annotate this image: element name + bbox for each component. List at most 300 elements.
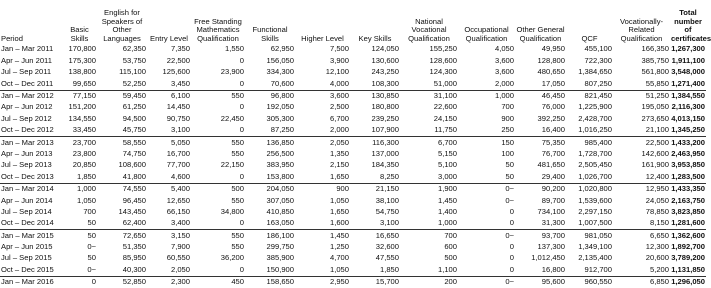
table-cell: 734,100: [537, 206, 565, 216]
column-header-vrq: Vocationally-Related Qualification: [619, 16, 664, 43]
table-cell: 94,500: [122, 113, 146, 123]
table-cell: 60,550: [166, 253, 190, 263]
table-cell: 50: [505, 160, 514, 170]
table-cell: 78,850: [645, 206, 669, 216]
table-cell: 0~: [87, 264, 96, 274]
total-cell: 3,789,200: [671, 253, 705, 263]
table-cell: 107,900: [371, 125, 399, 135]
table-cell: 50: [87, 218, 96, 228]
table-cell: 0~: [458, 276, 515, 288]
table-cell: 0: [239, 218, 244, 228]
table-cell: 20,600: [645, 253, 669, 263]
table-cell: 52,250: [122, 78, 146, 88]
table-cell: 2,950: [295, 276, 350, 288]
table-cell: 2,000: [494, 78, 514, 88]
table-cell: 0: [239, 125, 244, 135]
table-cell: 22,450: [220, 113, 244, 123]
table-cell: 0~: [458, 230, 515, 242]
column-header-basic-skills: Basic Skills: [70, 25, 89, 43]
table-cell: 59,450: [97, 90, 147, 102]
column-header-entry-level: Entry Level: [150, 33, 188, 43]
table-row: [0, 67, 706, 78]
table-cell: 392,250: [537, 113, 565, 123]
period-cell: Jul – Sep 2013: [1, 160, 52, 170]
table-cell: 2,150: [329, 160, 349, 170]
table-cell: 1,050: [76, 195, 96, 205]
table-cell: 1,020,800: [566, 183, 613, 195]
total-cell: 1,433,200: [671, 137, 705, 147]
column-header-key-skills: Key Skills: [358, 33, 392, 43]
table-cell: 66,150: [166, 206, 190, 216]
period-cell: Jan – Mar 2016: [0, 276, 62, 288]
total-cell: 1,281,600: [671, 218, 705, 228]
period-cell: Jul – Sep 2012: [1, 113, 52, 123]
table-cell: 11,750: [434, 125, 457, 135]
table-cell: 5,050: [147, 137, 191, 149]
table-cell: 0: [509, 253, 514, 263]
table-cell: 50: [505, 171, 514, 181]
table-body: [0, 44, 706, 288]
table-cell: 1,650: [329, 206, 349, 216]
table-cell: 1,000: [437, 218, 457, 228]
table-cell: 16,650: [350, 230, 400, 242]
table-cell: 21,100: [645, 125, 669, 135]
table-cell: 31,100: [400, 90, 458, 102]
table-cell: 22,600: [433, 102, 457, 112]
table-cell: 3,600: [295, 90, 350, 102]
table-cell: 1,050: [329, 195, 349, 205]
table-cell: 150: [458, 137, 515, 149]
table-cell: 2,428,700: [578, 113, 612, 123]
table-cell: 0: [62, 276, 97, 288]
table-cell: 50: [62, 230, 97, 242]
table-cell: 3,150: [147, 230, 191, 242]
table-row: [0, 218, 706, 230]
table-cell: 36,200: [220, 253, 244, 263]
table-cell: 77,150: [62, 90, 97, 102]
table-cell: 70,600: [270, 78, 294, 88]
total-cell: 1,911,100: [671, 55, 705, 65]
table-cell: 985,400: [566, 137, 613, 149]
table-cell: 700: [501, 102, 514, 112]
table-cell: 1,350: [329, 148, 349, 158]
period-cell: Jan – Mar 2014: [0, 183, 62, 195]
table-cell: 8,150: [649, 218, 669, 228]
table-cell: 450: [191, 276, 245, 288]
table-cell: 108,600: [118, 160, 146, 170]
table-cell: 3,900: [329, 55, 349, 65]
period-cell: Jan – Mar 2012: [0, 90, 62, 102]
table-row: [0, 183, 706, 195]
table-cell: 151,200: [68, 102, 96, 112]
table-cell: 807,250: [584, 78, 612, 88]
table-cell: 385,900: [266, 253, 294, 263]
table-cell: 1,550: [224, 44, 244, 54]
table-cell: 6,850: [613, 276, 670, 288]
table-cell: 24,050: [645, 195, 669, 205]
table-cell: 16,400: [541, 125, 565, 135]
table-cell: 90,200: [515, 183, 566, 195]
table-cell: 2,505,450: [578, 160, 612, 170]
table-cell: 1,349,100: [578, 242, 612, 252]
table-row: [0, 195, 706, 206]
table-cell: 7,500: [329, 44, 349, 54]
table-cell: 96,450: [122, 195, 146, 205]
period-cell: Oct – Dec 2013: [1, 171, 54, 181]
table-cell: 108,300: [371, 78, 399, 88]
table-cell: 163,050: [266, 218, 294, 228]
table-cell: 45,750: [122, 125, 146, 135]
column-header-nvq: National Vocational Qualification: [408, 16, 450, 43]
table-cell: 34,800: [220, 206, 244, 216]
table-cell: 0: [509, 218, 514, 228]
table-cell: 550: [231, 195, 244, 205]
table-cell: 161,900: [641, 160, 669, 170]
table-cell: 12,950: [613, 183, 670, 195]
table-cell: 0: [239, 264, 244, 274]
table-cell: 550: [231, 148, 244, 158]
period-cell: Apr – Jun 2011: [1, 55, 52, 65]
table-row: [0, 230, 706, 242]
table-cell: 41,800: [122, 171, 146, 181]
table-cell: 87,250: [270, 125, 294, 135]
table-cell: 22,500: [613, 137, 670, 149]
table-cell: 16,800: [541, 264, 565, 274]
table-cell: 138,800: [68, 67, 96, 77]
table-cell: 38,100: [375, 195, 399, 205]
table-cell: 1,650: [329, 171, 349, 181]
table-cell: 49,950: [541, 44, 565, 54]
period-cell: Apr – Jun 2015: [1, 242, 53, 252]
table-row: [0, 55, 706, 66]
table-cell: 22,150: [220, 160, 244, 170]
table-cell: 50: [87, 253, 96, 263]
table-cell: 23,800: [72, 148, 96, 158]
table-cell: 2,297,150: [578, 206, 612, 216]
table-cell: 55,850: [645, 78, 669, 88]
table-cell: 74,550: [97, 183, 147, 195]
table-cell: 700: [83, 206, 96, 216]
column-header-total: Total number of certificates: [671, 8, 711, 43]
table-cell: 186,100: [245, 230, 295, 242]
table-cell: 2,000: [329, 125, 349, 135]
table-cell: 72,650: [97, 230, 147, 242]
table-cell: 1,539,600: [578, 195, 612, 205]
table-cell: 455,100: [584, 44, 612, 54]
table-cell: 17,050: [541, 78, 565, 88]
table-cell: 175,300: [68, 55, 96, 65]
period-cell: Jul – Sep 2015: [1, 253, 52, 263]
table-cell: 90,750: [166, 113, 190, 123]
table-cell: 256,500: [266, 148, 294, 158]
table-cell: 115,100: [119, 67, 146, 77]
table-cell: 0: [509, 242, 514, 252]
table-cell: 334,300: [266, 67, 294, 77]
table-cell: 385,750: [641, 55, 669, 65]
table-cell: 62,350: [122, 44, 146, 54]
table-cell: 31,300: [541, 218, 565, 228]
column-header-fsmq: Free Standing Mathematics Qualification: [194, 16, 242, 43]
table-cell: 20,850: [72, 160, 96, 170]
table-cell: 2,500: [329, 102, 349, 112]
table-row: [0, 125, 706, 137]
table-row: [0, 44, 706, 55]
table-cell: 981,050: [566, 230, 613, 242]
table-cell: 1,384,650: [578, 67, 612, 77]
table-cell: 1,450: [295, 230, 350, 242]
table-cell: 0~: [458, 183, 515, 195]
table-row: [0, 242, 706, 253]
column-header-other-general: Other General Qualification: [516, 25, 565, 43]
table-cell: 0: [239, 102, 244, 112]
table-cell: 1,225,900: [578, 102, 612, 112]
column-header-higher-level: Higher Level: [301, 33, 344, 43]
table-cell: 130,600: [371, 55, 399, 65]
table-cell: 500: [191, 183, 245, 195]
total-cell: 1,362,600: [671, 230, 705, 240]
table-cell: 0: [239, 171, 244, 181]
table-cell: 12,300: [645, 242, 669, 252]
column-header-qcf: QCF: [581, 33, 598, 43]
table-cell: 480,650: [537, 67, 565, 77]
table-cell: 40,300: [122, 264, 146, 274]
table-cell: 1,000: [458, 90, 515, 102]
table-cell: 143,450: [118, 206, 146, 216]
table-cell: 170,800: [68, 44, 96, 54]
table-cell: 5,200: [649, 264, 669, 274]
table-cell: 481,650: [537, 160, 565, 170]
table-cell: 128,800: [537, 55, 565, 65]
table-cell: 134,550: [68, 113, 96, 123]
table-cell: 1,850: [76, 171, 96, 181]
table-cell: 1,050: [329, 264, 349, 274]
table-cell: 273,650: [641, 113, 669, 123]
period-cell: Apr – Jun 2014: [1, 195, 53, 205]
total-cell: 1,283,500: [671, 171, 705, 181]
table-cell: 51,250: [613, 90, 670, 102]
table-cell: 155,250: [429, 44, 457, 54]
column-header-functional-skills: Functional Skills: [252, 25, 288, 43]
table-cell: 0: [509, 206, 514, 216]
table-cell: 204,050: [245, 183, 295, 195]
total-cell: 3,823,850: [671, 206, 705, 216]
table-cell: 821,450: [566, 90, 613, 102]
table-cell: 51,350: [122, 242, 146, 252]
table-cell: 2,050: [170, 264, 190, 274]
total-cell: 2,163,750: [671, 195, 705, 205]
table-cell: 12,400: [645, 171, 669, 181]
table-cell: 1,400: [437, 206, 457, 216]
table-cell: 53,750: [122, 55, 146, 65]
total-cell: 1,267,300: [671, 44, 705, 54]
total-cell: 2,116,300: [671, 102, 705, 112]
table-cell: 29,400: [541, 171, 565, 181]
table-cell: 1,900: [400, 183, 458, 195]
header-row: [0, 0, 706, 44]
table-cell: 250: [501, 125, 514, 135]
table-row: [0, 160, 706, 171]
table-cell: 383,950: [266, 160, 294, 170]
table-cell: 0: [239, 55, 244, 65]
table-cell: 158,650: [245, 276, 295, 288]
table-cell: 7,900: [170, 242, 190, 252]
table-cell: 700: [400, 230, 458, 242]
table-cell: 89,700: [541, 195, 565, 205]
table-cell: 192,050: [266, 102, 294, 112]
table-cell: 12,650: [166, 195, 190, 205]
table-row: [0, 264, 706, 276]
table-cell: 2,300: [147, 276, 191, 288]
table-cell: 3,600: [494, 67, 514, 77]
table-cell: 21,150: [350, 183, 400, 195]
table-cell: 74,750: [122, 148, 146, 158]
total-cell: 1,345,250: [671, 125, 705, 135]
table-row: [0, 149, 706, 160]
table-cell: 96,800: [245, 90, 295, 102]
table-cell: 6,650: [613, 230, 670, 242]
table-cell: 307,050: [266, 195, 294, 205]
table-cell: 4,000: [329, 78, 349, 88]
table-cell: 243,250: [371, 67, 399, 77]
table-cell: 4,050: [494, 44, 514, 54]
table-cell: 900: [501, 113, 514, 123]
table-cell: 75,350: [515, 137, 566, 149]
table-row: [0, 171, 706, 183]
table-cell: 24,150: [433, 113, 457, 123]
table-cell: 3,400: [170, 218, 190, 228]
table-cell: 16,700: [166, 148, 190, 158]
table-cell: 58,550: [97, 137, 147, 149]
table-cell: 6,700: [400, 137, 458, 149]
table-cell: 2,050: [295, 137, 350, 149]
table-cell: 3,100: [379, 218, 399, 228]
table-cell: 0: [239, 78, 244, 88]
period-cell: Apr – Jun 2012: [1, 102, 53, 112]
table-cell: 6,700: [329, 113, 349, 123]
table-cell: 47,550: [375, 253, 399, 263]
table-cell: 2,135,400: [578, 253, 612, 263]
table-cell: 239,250: [371, 113, 399, 123]
total-cell: 3,953,850: [671, 160, 705, 170]
table-cell: 1,000: [62, 183, 97, 195]
table-cell: 46,450: [515, 90, 566, 102]
table-cell: 76,700: [541, 148, 565, 158]
table-cell: 100: [501, 148, 514, 158]
total-cell: 1,296,050: [671, 277, 705, 287]
table-cell: 124,300: [429, 67, 457, 77]
table-cell: 3,600: [494, 55, 514, 65]
table-cell: 5,100: [437, 160, 457, 170]
table-cell: 305,300: [266, 113, 294, 123]
column-header-esol: English for Speakers of Other Languages: [101, 8, 143, 43]
total-cell: 1,892,700: [671, 242, 705, 252]
table-cell: 14,450: [166, 102, 190, 112]
period-cell: Jul – Sep 2011: [1, 67, 52, 77]
table-cell: 200: [400, 276, 458, 288]
table-cell: 61,250: [122, 102, 146, 112]
table-row: [0, 137, 706, 149]
table-cell: 54,750: [375, 206, 399, 216]
table-cell: 1,100: [437, 264, 457, 274]
table-cell: 180,800: [371, 102, 399, 112]
table-cell: 136,850: [245, 137, 295, 149]
table-cell: 1,850: [379, 264, 399, 274]
table-cell: 912,700: [584, 264, 612, 274]
table-cell: 52,850: [97, 276, 147, 288]
table-cell: 299,750: [266, 242, 294, 252]
table-cell: 1,250: [329, 242, 349, 252]
table-cell: 32,600: [375, 242, 399, 252]
table-cell: 8,250: [379, 171, 399, 181]
period-cell: Oct – Dec 2012: [1, 125, 54, 135]
table-cell: 124,050: [371, 44, 399, 54]
table-cell: 0~: [87, 242, 96, 252]
total-cell: 1,271,400: [671, 78, 705, 88]
table-cell: 12,100: [325, 67, 349, 77]
table-cell: 23,900: [220, 67, 244, 77]
table-cell: 1,600: [329, 218, 349, 228]
period-cell: Oct – Dec 2014: [1, 218, 54, 228]
table-cell: 33,450: [72, 125, 96, 135]
table-cell: 22,500: [166, 55, 190, 65]
table-cell: 550: [231, 242, 244, 252]
table-cell: 1,016,250: [578, 125, 612, 135]
table-cell: 62,950: [270, 44, 294, 54]
table-cell: 1,450: [437, 195, 457, 205]
table-cell: 1,728,700: [578, 148, 612, 158]
table-cell: 7,350: [170, 44, 190, 54]
table-cell: 150,900: [266, 264, 294, 274]
total-cell: 2,463,950: [671, 148, 705, 158]
table-cell: 62,400: [122, 218, 146, 228]
period-cell: Jul – Sep 2014: [1, 206, 52, 216]
table-cell: 153,800: [266, 171, 294, 181]
table-cell: 550: [191, 137, 245, 149]
table-cell: 77,700: [166, 160, 190, 170]
period-cell: Apr – Jun 2013: [1, 148, 53, 158]
table-cell: 156,050: [266, 55, 294, 65]
table-cell: 410,850: [266, 206, 294, 216]
table-cell: 137,300: [537, 242, 565, 252]
column-header-occupational: Occupational Qualification: [464, 25, 509, 43]
table-cell: 142,600: [641, 148, 669, 158]
table-cell: 550: [191, 230, 245, 242]
period-cell: Oct – Dec 2015: [1, 264, 54, 274]
table-cell: 3,000: [437, 171, 457, 181]
table-row: [0, 206, 706, 217]
table-cell: 600: [444, 242, 457, 252]
table-cell: 550: [191, 90, 245, 102]
table-cell: 1,012,450: [531, 253, 565, 263]
table-cell: 3,100: [170, 125, 190, 135]
table-cell: 125,600: [162, 67, 190, 77]
total-cell: 1,131,850: [671, 264, 705, 274]
table-row: [0, 102, 706, 113]
table-cell: 128,600: [429, 55, 457, 65]
table-cell: 722,300: [584, 55, 612, 65]
table-cell: 3,450: [170, 78, 190, 88]
table-cell: 76,000: [541, 102, 565, 112]
table-row: [0, 113, 706, 124]
table-cell: 500: [444, 253, 457, 263]
table-cell: 0: [509, 264, 514, 274]
table-row: [0, 276, 706, 288]
table-cell: 137,000: [371, 148, 399, 158]
table-row: [0, 78, 706, 90]
table-cell: 99,650: [72, 78, 96, 88]
table-row: [0, 253, 706, 264]
table-cell: 4,600: [170, 171, 190, 181]
